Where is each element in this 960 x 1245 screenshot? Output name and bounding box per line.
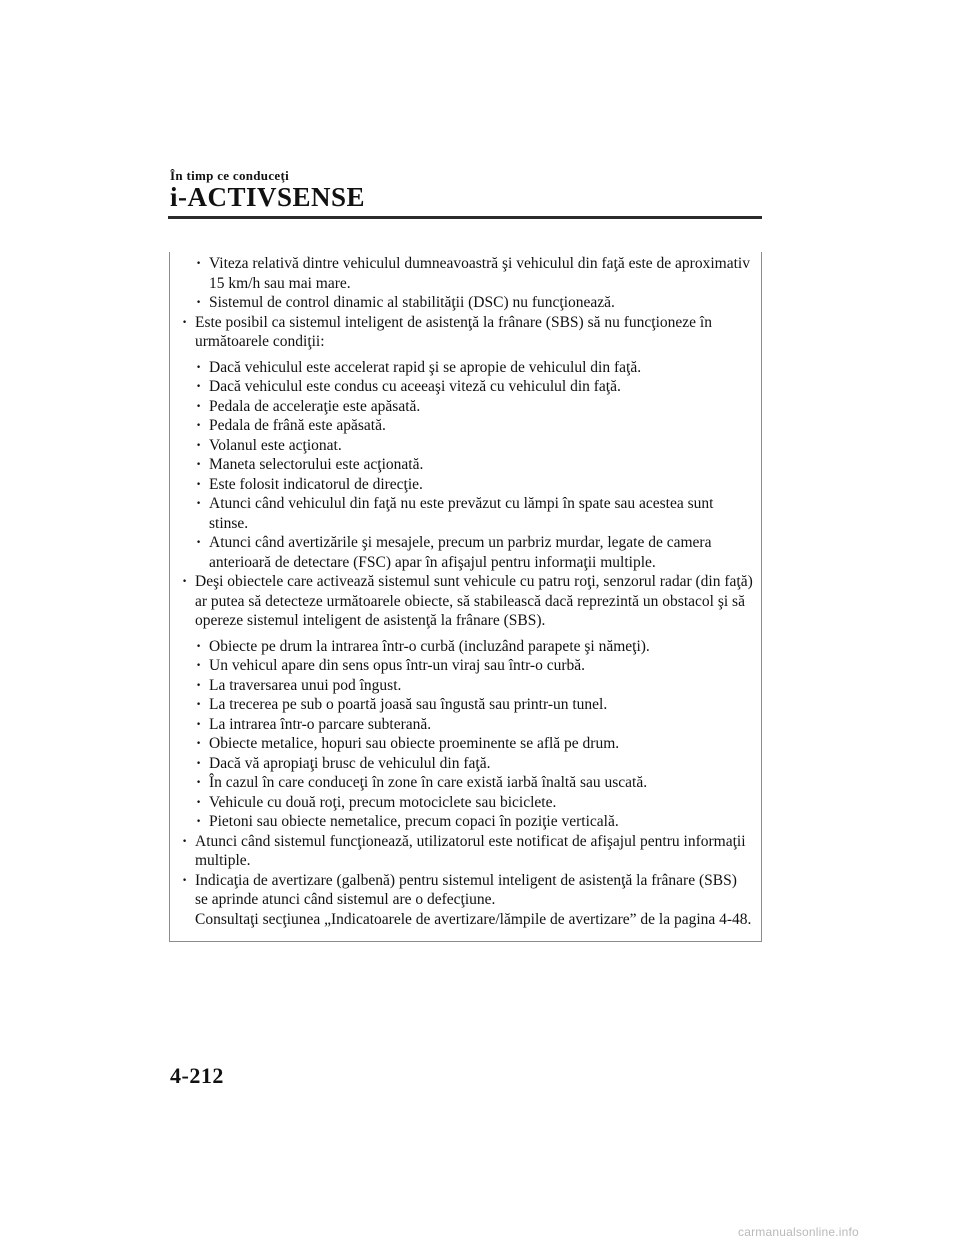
list-item: · La intrarea într-o parcare subterană. — [195, 715, 753, 735]
list-item: · Atunci când avertizările şi mesajele, precum un parbriz murdar, legate de camera anterioară de detectare (FSC) apar în afişajul pentru informaţii multiple. — [195, 533, 753, 572]
list-item: · Vehicule cu două roţi, precum motociclete sau biciclete. — [195, 793, 753, 813]
objects-list — [195, 637, 753, 832]
list-item: · Dacă vehiculul este accelerat rapid şi se apropie de vehiculul din faţă. — [195, 358, 753, 378]
list-item: · Maneta selectorului este acţionată. — [195, 455, 753, 475]
list-item: · Pietoni sau obiecte nemetalice, precum copaci în poziţie verticală. — [195, 812, 753, 832]
list-item: · Obiecte metalice, hopuri sau obiecte proeminente se află pe drum. — [195, 734, 753, 754]
list-item: · Obiecte pe drum la intrarea într-o curbă (incluzând parapete şi nămeţi). — [195, 637, 753, 657]
bullet-text: Atunci când sistemul funcţionează, utilizatorul este notificat de afişajul pentru informaţii multiple. — [195, 832, 746, 869]
bullet-text: Deşi obiectele care activează sistemul sunt vehicule cu patru roţi, senzorul radar (din faţă) ar putea să detecteze următoarele obiecte, să stabilească dacă reprezintă un obstacol şi să opereze sistemul inteligent de asistenţă la frânare (SBS). — [195, 573, 753, 629]
bullet-notification — [181, 832, 753, 871]
page-number: 4-212 — [170, 1063, 224, 1088]
header-rule — [168, 216, 762, 219]
note-content — [181, 254, 753, 929]
list-item: · Dacă vehiculul este condus cu aceeaşi viteză cu vehiculul din faţă. — [195, 377, 753, 397]
conditions-list — [195, 358, 753, 573]
main-bullet-list — [181, 313, 753, 352]
main-bullet-list — [181, 832, 753, 930]
bullet-warning-indicator — [181, 871, 753, 930]
bullet-radar-objects — [181, 572, 753, 631]
main-bullet-list — [181, 572, 753, 631]
section-subtitle: În timp ce conduceţi — [170, 168, 290, 183]
list-item: · În cazul în care conduceţi în zone în care există iarbă înaltă sau uscată. — [195, 773, 753, 793]
list-item: · Dacă vă apropiaţi brusc de vehiculul din faţă. — [195, 754, 753, 774]
bullet-sbs-conditions — [181, 313, 753, 352]
list-item: · Pedala de acceleraţie este apăsată. — [195, 397, 753, 417]
section-title: i-ACTIVSENSE — [170, 182, 366, 212]
list-item: · La traversarea unui pod îngust. — [195, 676, 753, 696]
list-item: · Viteza relativă dintre vehiculul dumneavoastră şi vehiculul din faţă este de aproximativ 15 km/h sau mai mare. — [195, 254, 753, 293]
bullet-text: · Indicaţia de avertizare (galbenă) pentru sistemul inteligent de asistenţă la frânare (SBS) se aprinde atunci când sistemul are o defecţiune. — [195, 871, 737, 908]
list-item: · Volanul este acţionat. — [195, 436, 753, 456]
watermark: carmanualsonline.info — [738, 1225, 859, 1239]
bullet-text: Este posibil ca sistemul inteligent de asistenţă la frânare (SBS) să nu funcţioneze în următoarele condiţii: — [195, 313, 712, 350]
list-item: · Atunci când vehiculul din faţă nu este prevăzut cu lămpi în spate sau acestea sunt stinse. — [195, 494, 753, 533]
list-item: · Sistemul de control dinamic al stabilităţii (DSC) nu funcţionează. — [195, 293, 753, 313]
list-item: · Pedala de frână este apăsată. — [195, 416, 753, 436]
continued-list — [195, 254, 753, 313]
list-item: · Este folosit indicatorul de direcţie. — [195, 475, 753, 495]
list-item: · Un vehicul apare din sens opus într-un viraj sau într-o curbă. — [195, 656, 753, 676]
cross-reference: Consultaţi secţiunea „Indicatoarele de avertizare/lămpile de avertizare” de la pagina 4-48. — [195, 910, 752, 928]
list-item: · La trecerea pe sub o poartă joasă sau îngustă sau printr-un tunel. — [195, 695, 753, 715]
